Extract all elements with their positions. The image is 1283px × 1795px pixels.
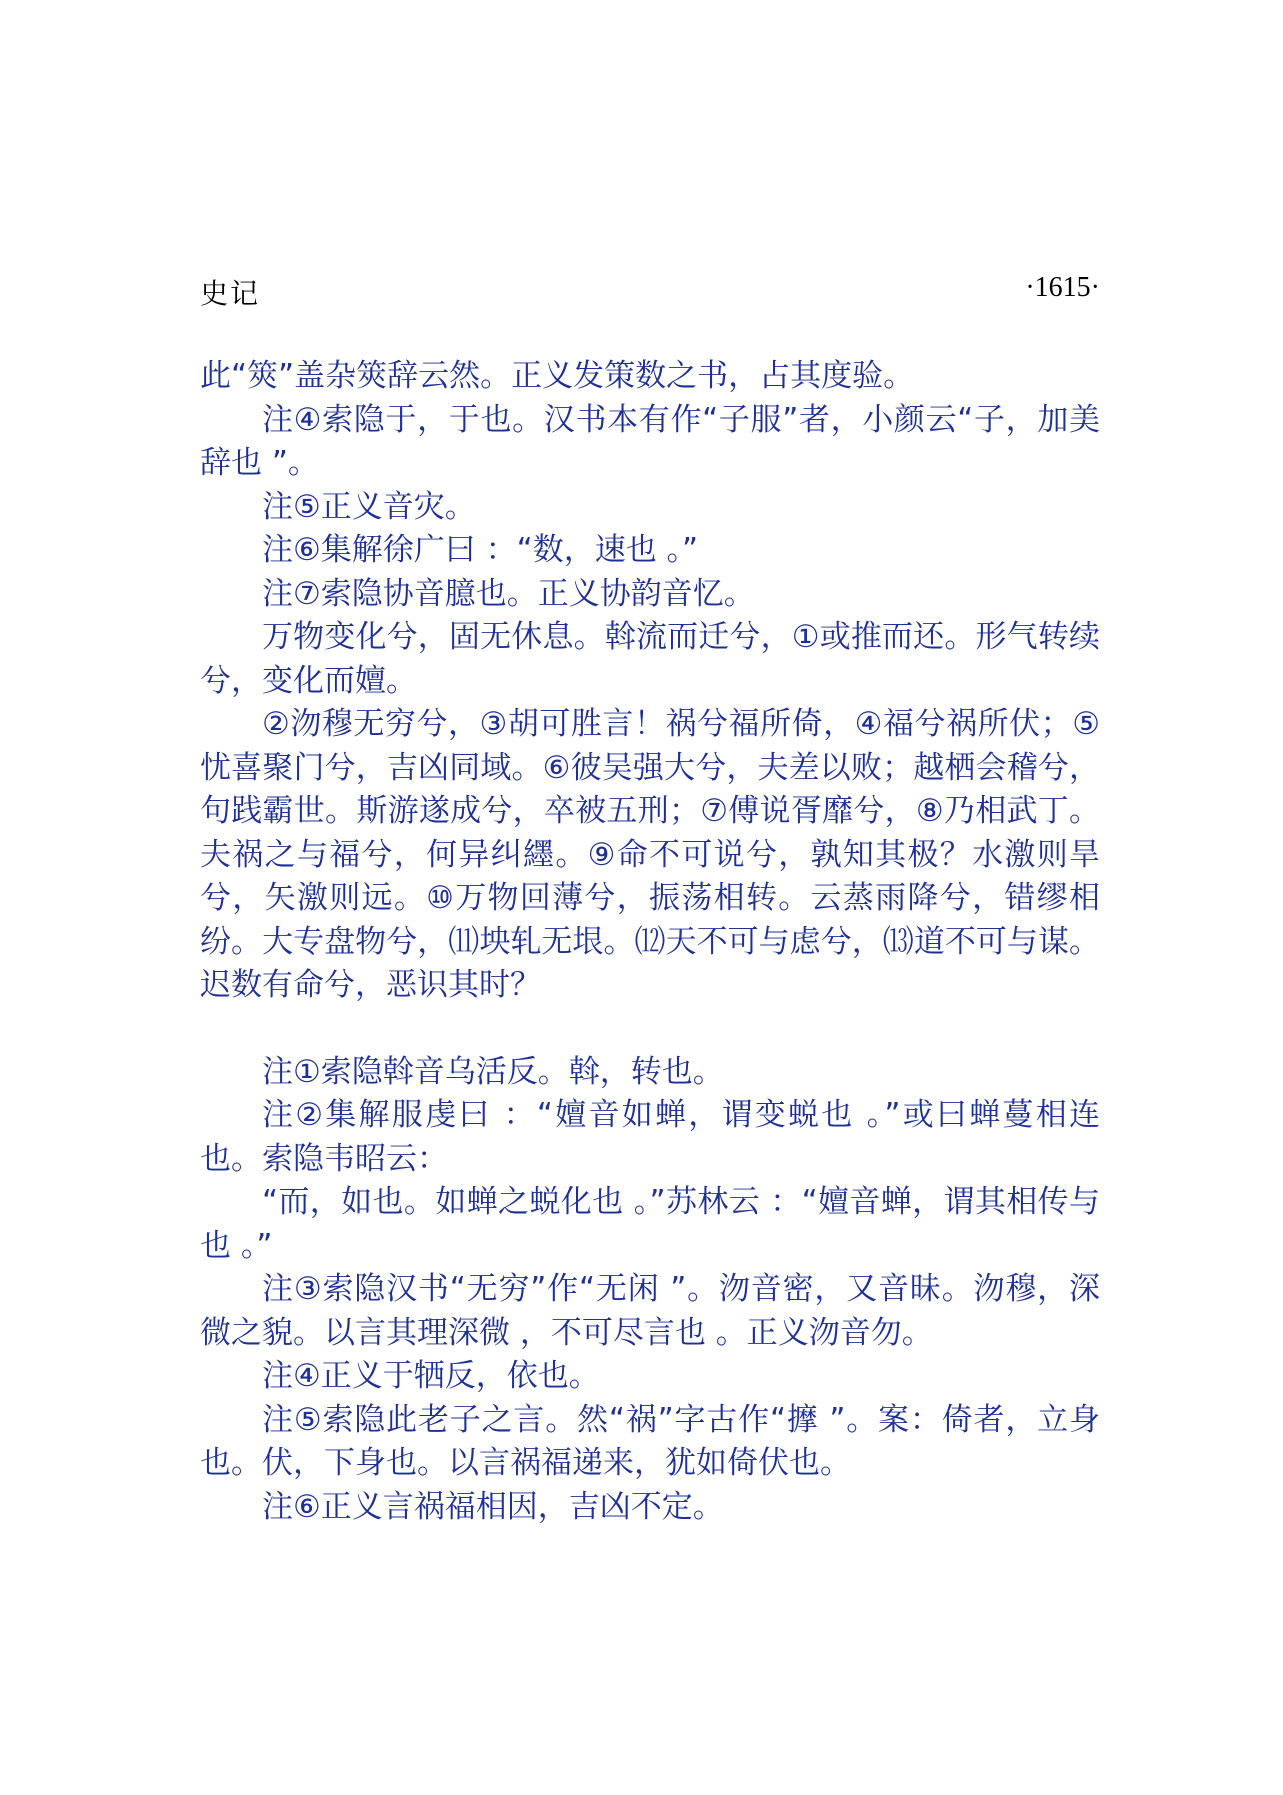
book-title: 史记 — [200, 277, 261, 310]
running-head — [200, 272, 1100, 312]
note-paragraph: 注④正义于牺反，依也。 — [262, 1358, 600, 1394]
note-paragraph: 注①索隐斡音乌活反。斡，转也。 — [262, 1053, 724, 1090]
note-paragraph: 注⑦索隐协音臆也。正义协韵音忆。 — [262, 575, 755, 612]
note-paragraph: 注⑥正义言祸福相因，吉凶不定。 — [262, 1488, 724, 1525]
note-paragraph: “而，如也。如蝉之蜕化也 。”苏林云 ：“嬗音蝉，谓其相传与也 。” — [200, 1184, 1100, 1264]
note-paragraph: 注③索隐汉书“无穷”作“无闲 ”。沕音密，又音昧。沕穆，深微之貌。以言其理深微 ，不可尽言也 。正义沕音勿。 — [200, 1271, 1100, 1351]
note-paragraph: 注⑤正义音灾。 — [262, 488, 476, 525]
page-number: ·1615· — [1025, 272, 1100, 303]
body-text — [200, 355, 1100, 1529]
note-paragraph: 注④索隐于，于也。汉书本有作“子服”者，小颜云“子，加美辞也 ”。 — [200, 401, 1100, 481]
note-paragraph: 注⑥集解徐广曰 ：“数，速也 。” — [262, 532, 699, 568]
main-text-paragraph: 万物变化兮，固无休息。斡流而迁兮，①或推而还。形气转续兮，变化而嬗。 — [200, 619, 1100, 699]
note-paragraph: 注②集解服虔曰 ：“嬗音如蝉，谓变蜕也 。”或曰蝉蔓相连也。索隐韦昭云： — [200, 1097, 1100, 1177]
note-paragraph: 注⑤索隐此老子之言。然“祸”字古作“擵 ”。案：倚者，立身也。伏，下身也。以言祸福递来，犹如倚伏也。 — [200, 1401, 1100, 1481]
paragraph-continuation: 此“筴”盖杂筴辞云然。正义发策数之书，占其度验。 — [200, 358, 915, 394]
main-text-paragraph: ②沕穆无穷兮，③胡可胜言！祸兮福所倚，④福兮祸所伏；⑤忧喜聚门兮，吉凶同域。⑥彼吴强大兮，夫差以败；越栖会稽兮，句践霸世。斯游遂成兮，卒被五刑；⑦傅说胥靡兮，⑧乃相武丁。夫祸之与福兮，何异纠纆。⑨命不可说兮，孰知其极？水激则旱兮，矢激则远。⑩万物回薄兮，振荡相转。云蒸雨降兮，错缪相纷。大专盘物兮，⑾坱轧无垠。⑿天不可与虑兮，⒀道不可与谋。迟数有命兮，恶识其时？ — [200, 706, 1100, 1003]
